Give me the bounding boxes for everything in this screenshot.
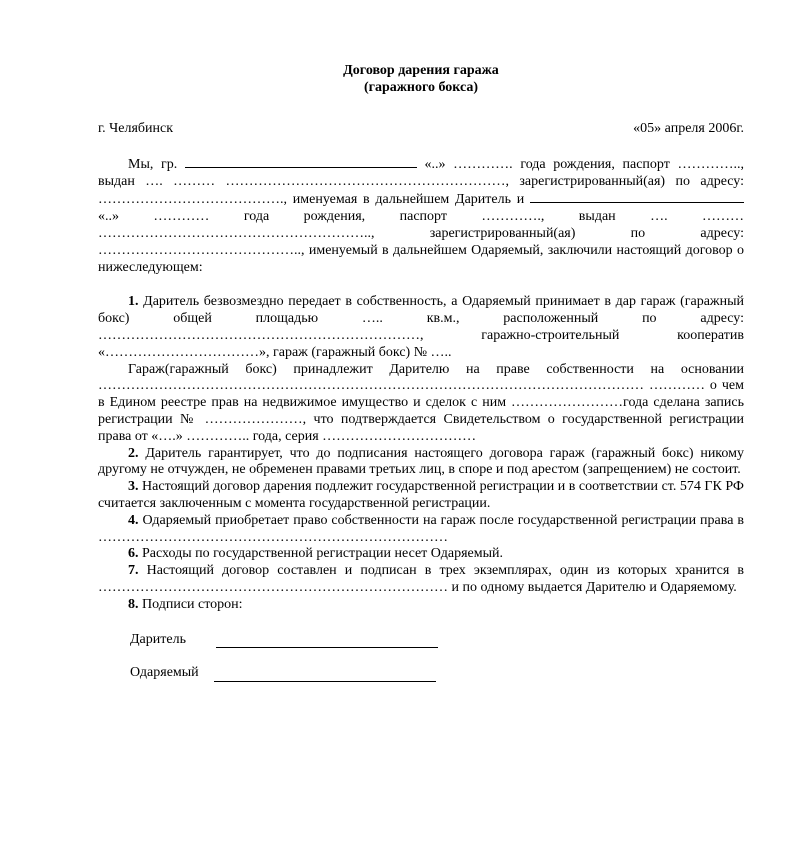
clause-number: 7. [128,563,139,579]
clause-4 [98,513,744,547]
signature-line [216,635,438,648]
document-title [98,62,744,96]
clause-text: Настоящий договор дарения подлежит государственной регистрации и в соответствии ст. 574 ГК РФ считается заключенным с момента государственной регистрации. [98,479,744,511]
preamble-text-2: «..» ………… года рождения, паспорт …………., выдан …. ……… ………………………………………………….., зарегистрированный(ая) по адресу: …………………………………….., именуемый в дальнейшем Одаряемый, заключили настоящий договор о нижеследующем: [98,209,744,275]
clause-ownership [98,362,744,446]
clause-number: 4. [128,512,139,528]
preamble-text-1: «..» …………. года рождения, паспорт ………….., выдан …. ……… ……………………………………………………, зарегистрированный(ая) по адресу: …………………………………., именуемая в дальнейшем Даритель и [98,156,744,208]
title-line-1: Договор дарения гаража [343,63,499,78]
donor-name-blank [185,155,417,168]
clause-text: Подписи сторон: [138,596,243,612]
clause-text: Гараж(гаражный бокс) принадлежит Дарителю на праве собственности на основании ……………………………………………………………………………………………………… ………… о чем в Едином реестре прав на недвижимое имущество и сделок с ним ……………………года сделана запись регистрации № …………………, что подтверждается Свидетельством о государственной регистрации права от «….» ………….. года, серия …………………………… [98,361,744,444]
preamble-lead: Мы, гр. [128,156,178,172]
clause-number: 2. [128,445,139,461]
document-page [98,62,744,682]
signature-donee [130,665,744,682]
signature-donor [130,632,744,649]
city: г. Челябинск [98,121,174,136]
clause-8 [98,597,744,614]
signature-label: Даритель [130,631,186,647]
clause-text: Даритель безвозмездно передает в собственность, а Одаряемый принимает в дар гараж (гаражный бокс) общей площадью ….. кв.м., расположенный по адресу: ……………………………………………………………, гаражно-строительный кооператив «……………………………», гараж (гаражный бокс) № ….. [98,294,744,360]
clause-1 [98,294,744,361]
donee-name-blank [530,190,744,203]
clause-6 [98,546,744,563]
clause-number: 8. [128,596,139,612]
place-date-row [98,121,744,138]
clause-text: Одаряемый приобретает право собственности на гараж после государственной регистрации права в ………………………………………………………………… [98,512,744,545]
clause-text: Настоящий договор составлен и подписан в трех экземплярах, один из которых хранится в ………………………………………………………………… и по одному выдается Дарителю и Одаряемому. [98,563,744,595]
contract-date: «05» апреля 2006г. [633,121,744,136]
clause-2 [98,446,744,480]
clause-7 [98,563,744,597]
clause-text: Даритель гарантирует, что до подписания настоящего договора гараж (гаражный бокс) никому другому не отчужден, не обременен правами третьих лиц, в споре и под арестом (запрещением) не состоит. [98,445,744,478]
signature-line [214,669,436,682]
clause-text: Расходы по государственной регистрации несет Одаряемый. [138,546,503,562]
clause-number: 3. [128,479,139,495]
clause-number: 1. [128,294,139,310]
clause-3 [98,479,744,513]
preamble [98,155,744,277]
title-line-2: (гаражного бокса) [363,80,479,95]
clause-number: 6. [128,546,139,562]
signature-label: Одаряемый [130,665,199,681]
